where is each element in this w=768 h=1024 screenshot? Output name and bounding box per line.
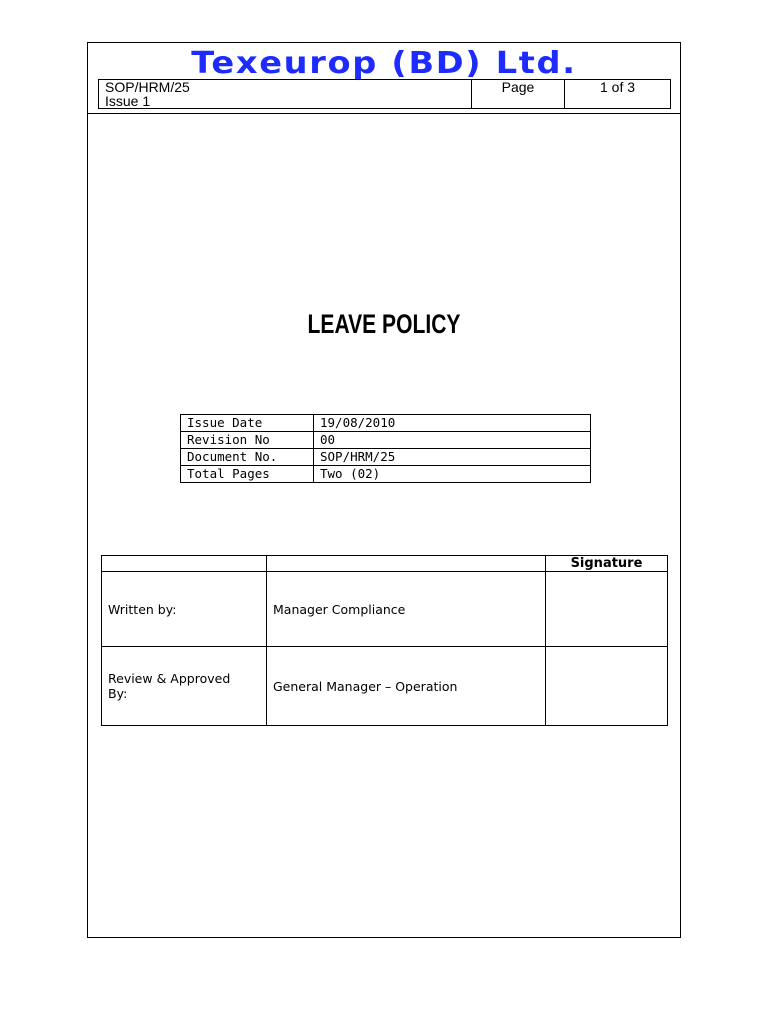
signature-header-row — [102, 556, 668, 572]
role-name: General Manager – Operation — [267, 647, 546, 726]
info-row — [181, 449, 591, 466]
document-header-table — [98, 79, 671, 109]
issue-number: Issue 1 — [105, 93, 151, 109]
info-label: Issue Date — [181, 415, 314, 432]
page-frame — [87, 42, 681, 938]
role-label — [102, 647, 267, 726]
role-label-line: Review & Approved — [108, 671, 231, 686]
signature-row — [102, 647, 668, 726]
info-value: SOP/HRM/25 — [314, 449, 591, 466]
info-value: Two (02) — [314, 466, 591, 483]
info-row — [181, 466, 591, 483]
info-row — [181, 415, 591, 432]
signature-column-header: Signature — [546, 556, 668, 572]
info-label: Document No. — [181, 449, 314, 466]
company-logo: Texeurop (BD) Ltd. — [191, 46, 577, 81]
info-label: Revision No — [181, 432, 314, 449]
info-row — [181, 432, 591, 449]
header-divider — [88, 113, 680, 114]
empty-header-cell — [267, 556, 546, 572]
document-title: LEAVE POLICY — [307, 309, 461, 339]
role-label: Written by: — [102, 572, 267, 647]
role-label-line: By: — [108, 686, 128, 701]
page-number: 1 of 3 — [565, 80, 671, 109]
signature-cell — [546, 647, 668, 726]
doc-code-cell — [99, 80, 472, 109]
role-name: Manager Compliance — [267, 572, 546, 647]
info-value: 00 — [314, 432, 591, 449]
document-info-table — [180, 414, 591, 483]
page-label: Page — [472, 80, 565, 109]
empty-header-cell — [102, 556, 267, 572]
doc-code: SOP/HRM/25 — [105, 79, 190, 95]
info-value: 19/08/2010 — [314, 415, 591, 432]
signature-table — [101, 555, 668, 726]
info-label: Total Pages — [181, 466, 314, 483]
signature-row — [102, 572, 668, 647]
signature-cell — [546, 572, 668, 647]
